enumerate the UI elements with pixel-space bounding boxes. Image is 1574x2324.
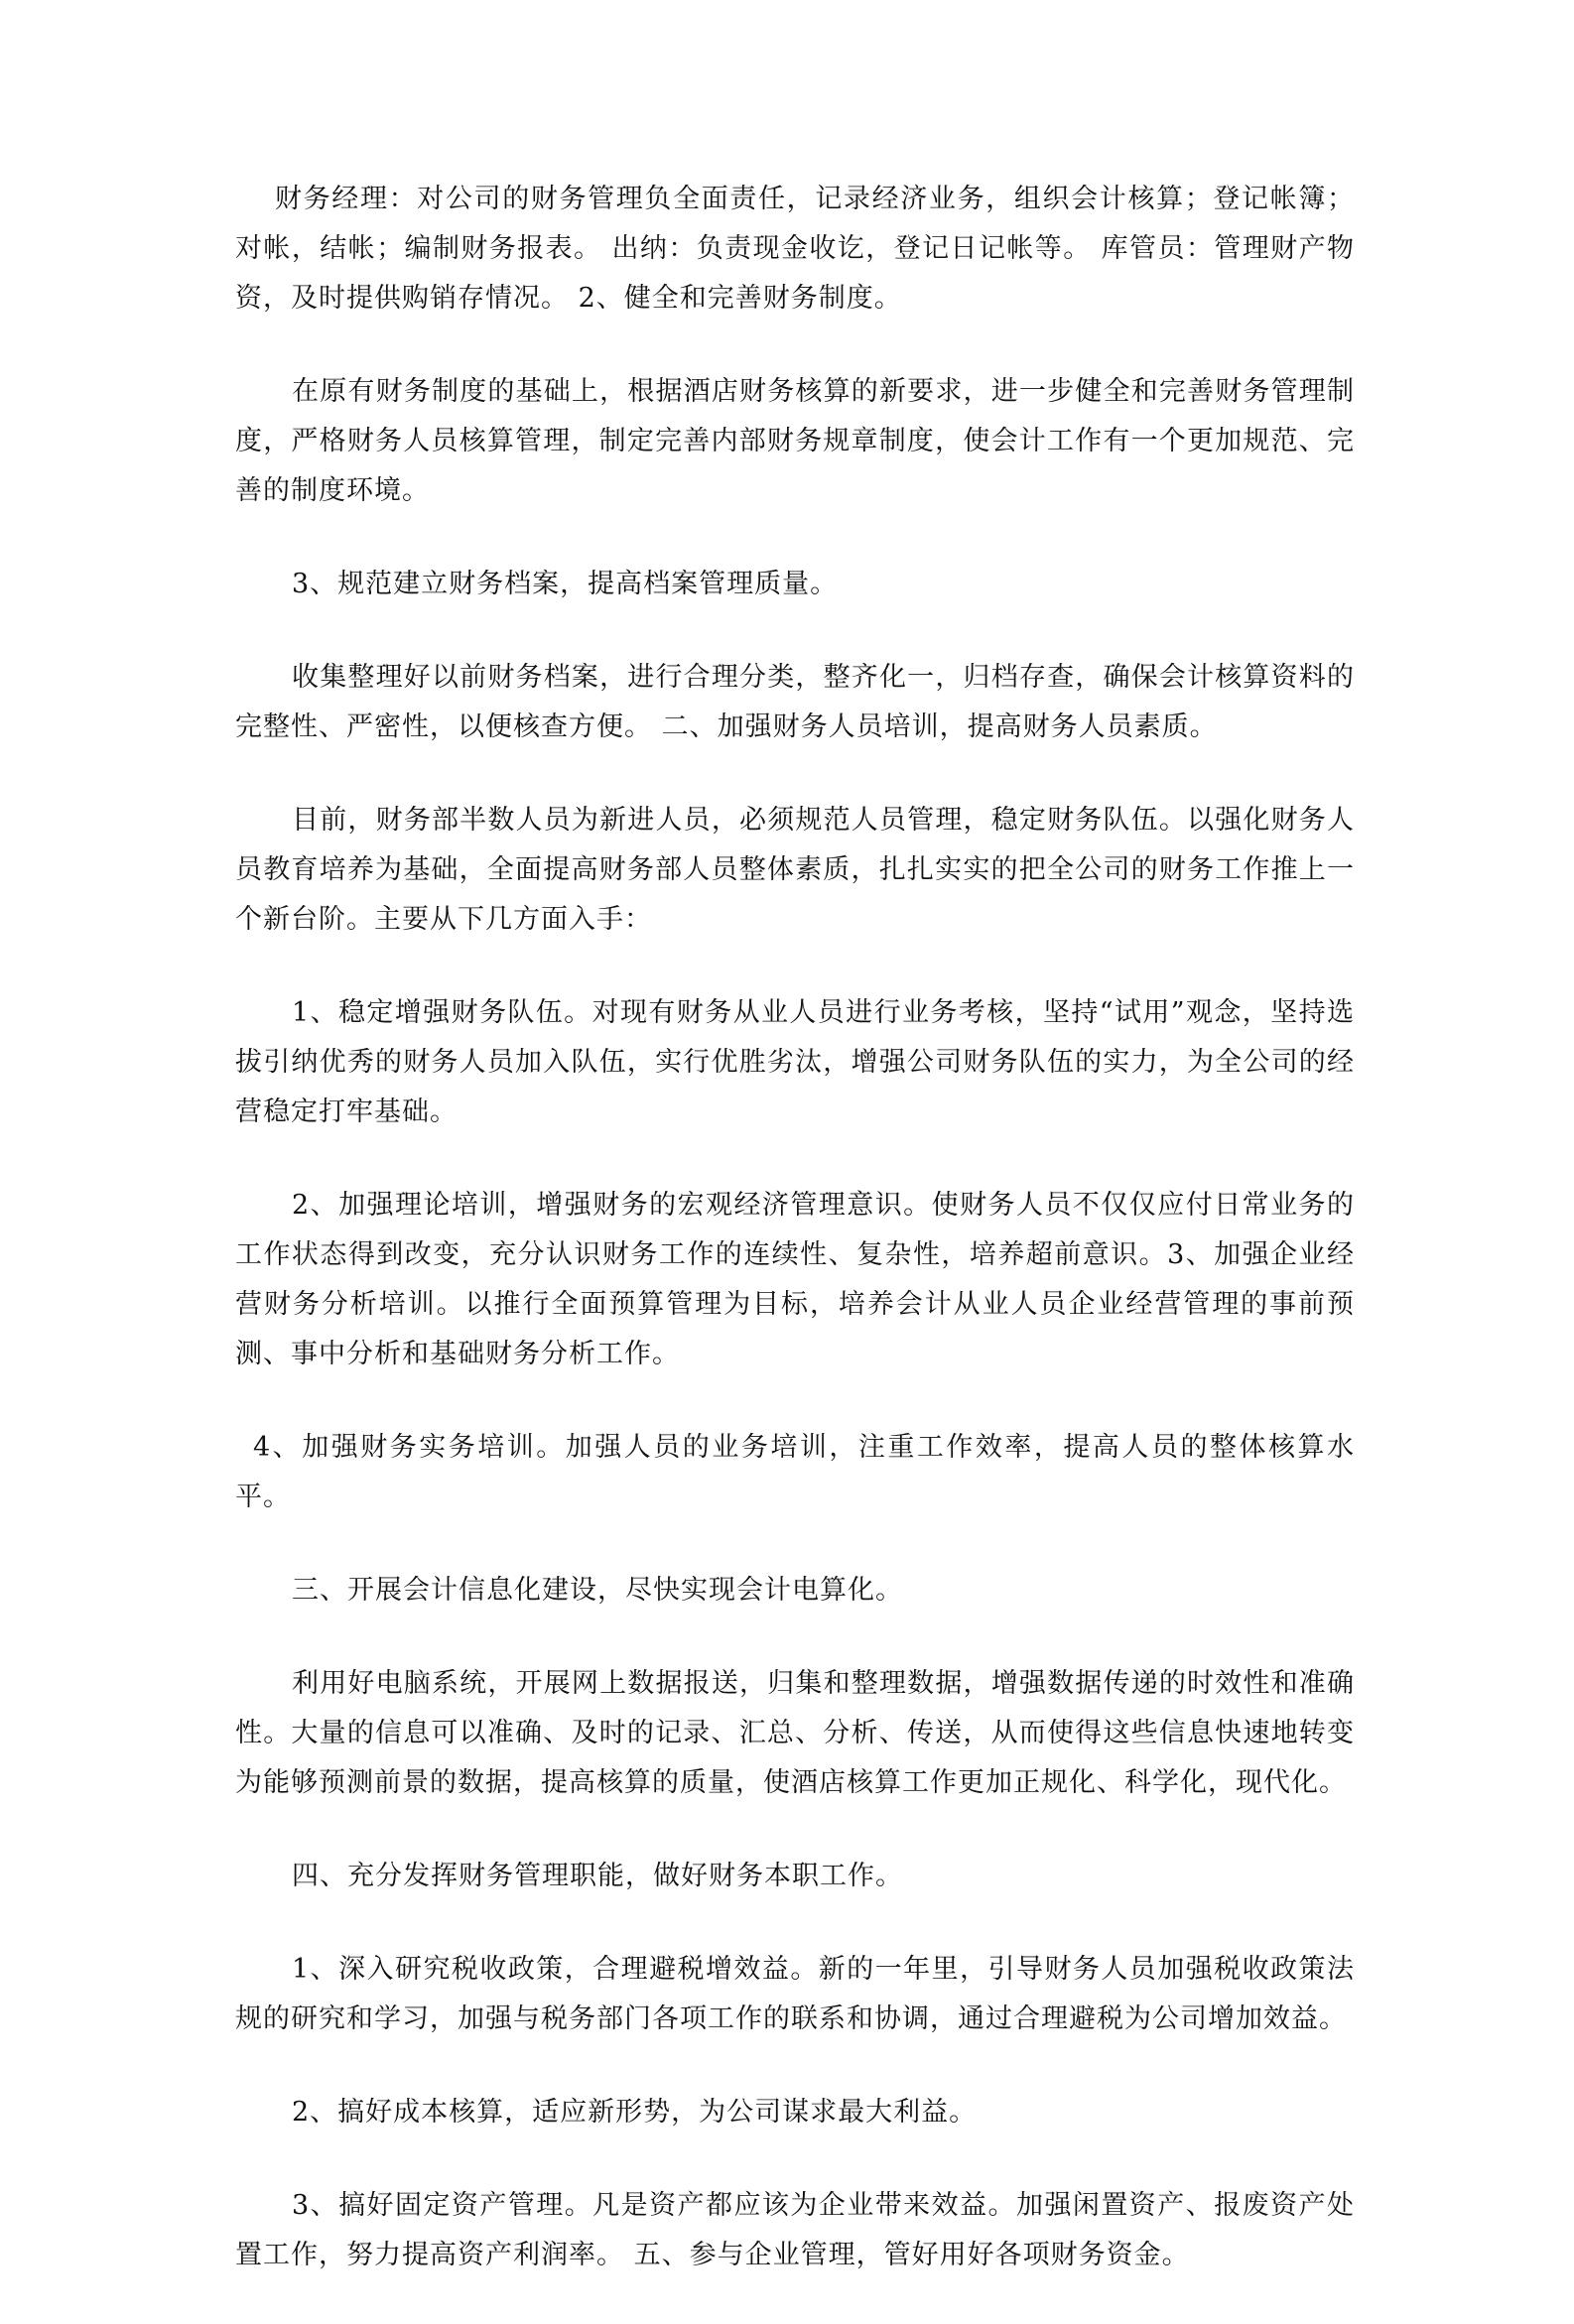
paragraph-informatization-heading: 三、开展会计信息化建设，尽快实现会计电算化。 xyxy=(292,1575,903,1606)
paragraph-cost-accounting: 2、搞好成本核算，适应新形势，为公司谋求最大利益。 xyxy=(292,2097,978,2128)
document-body xyxy=(235,175,1355,2324)
paragraph-tax-policy: 1、深入研究税收政策，合理避税增效益。新的一年里，引导财务人员加强税收政策法规的研究和学习，加强与税务部门各项工作的联系和协调，通过合理避税为公司增加效益。 xyxy=(235,1954,1355,2034)
paragraph-team-stability: 1、稳定增强财务队伍。对现有财务从业人员进行业务考核，坚持“试用”观念，坚持选拔引纳优秀的财务人员加入队伍，实行优胜劣汰，增强公司财务队伍的实力，为全公司的经营稳定打牢基础。 xyxy=(235,997,1355,1127)
paragraph-staff-roles: 财务经理：对公司的财务管理负全面责任，记录经济业务，组织会计核算；登记帐簿；对帐，结帐；编制财务报表。 出纳：负责现金收讫，登记日记帐等。 库管员：管理财产物资，及时提供购销存情况。 2、健全和完善财务制度。 xyxy=(235,184,1355,314)
paragraph-archive-details: 收集整理好以前财务档案，进行合理分类，整齐化一，归档存查，确保会计核算资料的完整性、严密性，以便核查方便。 二、加强财务人员培训，提高财务人员素质。 xyxy=(235,662,1355,742)
paragraph-informatization-details: 利用好电脑系统，开展网上数据报送，归集和整理数据，增强数据传递的时效性和准确性。大量的信息可以准确、及时的记录、汇总、分析、传送，从而使得这些信息快速地转变为能够预测前景的数据，提高核算的质量，使酒店核算工作更加正规化、科学化，现代化。 xyxy=(235,1668,1355,1798)
paragraph-theory-training: 2、加强理论培训，增强财务的宏观经济管理意识。使财务人员不仅仅应付日常业务的工作状态得到改变，充分认识财务工作的连续性、复杂性，培养超前意识。3、加强企业经营财务分析培训。以推行全面预算管理为目标，培养会计从业人员企业经营管理的事前预测、事中分析和基础财务分析工作。 xyxy=(235,1190,1355,1369)
paragraph-staff-training: 目前，财务部半数人员为新进人员，必须规范人员管理，稳定财务队伍。以强化财务人员教育培养为基础，全面提高财务部人员整体素质，扎扎实实的把全公司的财务工作推上一个新台阶。主要从下几方面入手： xyxy=(235,805,1355,935)
paragraph-fixed-assets: 3、搞好固定资产管理。凡是资产都应该为企业带来效益。加强闲置资产、报废资产处置工作，努力提高资产利润率。 五、参与企业管理，管好用好各项财务资金。 xyxy=(235,2190,1355,2270)
paragraph-financial-system: 在原有财务制度的基础上，根据酒店财务核算的新要求，进一步健全和完善财务管理制度，严格财务人员核算管理，制定完善内部财务规章制度，使会计工作有一个更加规范、完善的制度环境。 xyxy=(235,376,1355,506)
paragraph-practical-training: 4、加强财务实务培训。加强人员的业务培训，注重工作效率，提高人员的整体核算水平。 xyxy=(235,1432,1355,1512)
paragraph-archive-heading: 3、规范建立财务档案，提高档案管理质量。 xyxy=(292,569,839,599)
paragraph-management-heading: 四、充分发挥财务管理职能，做好财务本职工作。 xyxy=(292,1861,903,1891)
